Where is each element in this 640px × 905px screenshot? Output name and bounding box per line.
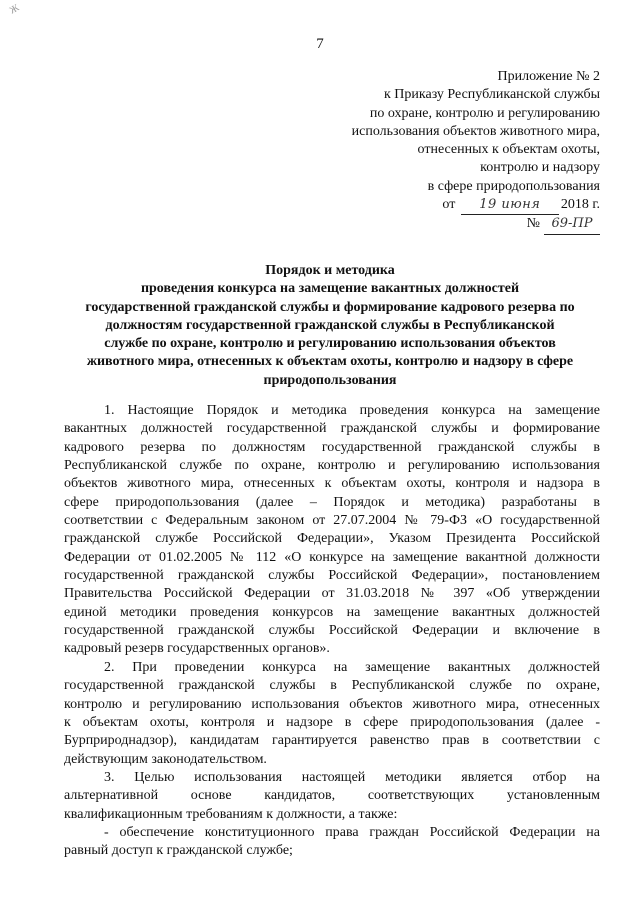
body-line: государственной гражданской службы Российской Федерации и включение в: [64, 623, 600, 639]
order-number-line: [300, 215, 600, 234]
body-line: 1. Настоящие Порядок и методика проведения конкурса на замещение: [104, 403, 600, 418]
date-prefix: от: [442, 197, 456, 213]
order-date-line: [300, 196, 600, 215]
body-line: 3. Целью использования настоящей методики является отбор на: [104, 769, 600, 785]
title-line: государственной гражданской службы и формирование кадрового резерва по: [85, 299, 575, 315]
body-line: государственной гражданской службы Российской Федерации», постановлением: [64, 568, 600, 584]
document-title: [60, 262, 600, 390]
scan-corner-mark: Ж: [7, 2, 22, 17]
body-line: - обеспечение конституционного права граждан Российской Федерации на: [104, 824, 600, 840]
body-line: кадровый резерв государственных органов».: [64, 641, 330, 657]
body-line: квалификационным требованиям к должности, а также:: [64, 806, 398, 822]
body-line: Республиканской службе по охране, контролю и регулированию использования: [64, 458, 600, 474]
body-line: кадрового резерва по должностям государственной гражданской службы в: [64, 439, 600, 455]
body-line: к объектам охоты, контроля и надзоре в сфере природопользования (далее -: [64, 714, 600, 730]
paragraph-2: [64, 659, 600, 769]
title-line: должностям государственной гражданской службы в Республиканской: [105, 317, 555, 333]
body-line: действующим законодательством.: [64, 751, 267, 767]
title-line: проведения конкурса на замещение вакантных должностей: [140, 281, 520, 297]
body-line: единой методики проведения конкурсов на замещение вакантных должностей: [64, 604, 600, 620]
body-line: Бурприроднадзор), кандидатам гарантируется равенство прав в соответствии с: [64, 733, 600, 749]
body-line: 2. При проведении конкурса на замещение вакантных должностей: [104, 659, 600, 675]
paragraph-1: [64, 402, 600, 659]
body-line: контролю и регулированию использования объектов животного мира, отнесенных: [64, 696, 600, 712]
appendix-line: использования объектов животного мира,: [351, 123, 600, 139]
title-line: животного мира, отнесенных к объектам охоты, контролю и надзору в сфере: [86, 354, 574, 370]
appendix-line: отнесенных к объектам охоты,: [417, 142, 600, 158]
paragraph-4: [64, 824, 600, 861]
appendix-line: контролю и надзору: [480, 160, 600, 176]
body-line: сфере природопользования (далее – Порядок и методика) разработаны в: [64, 494, 600, 510]
appendix-line: в сфере природопользования: [427, 178, 600, 194]
appendix-line: к Приказу Республиканской службы: [383, 87, 600, 103]
handwritten-order-number: 69-ПР: [544, 215, 600, 234]
date-year: 2018 г.: [560, 197, 600, 213]
paragraph-3: [64, 769, 600, 824]
title-line: природопользования: [263, 372, 397, 388]
body-line: объектов животного мира, отнесенных к объектам охоты, контроля и надзора в: [64, 476, 600, 492]
body-line: государственной гражданской службы в Республиканской службе по охране,: [64, 678, 600, 694]
body-line: соответствии с Федеральным законом от 27.07.2004 № 79-ФЗ «О государственной: [64, 513, 600, 529]
body-line: альтернативной основе кандидатов, соответствующих установленным: [64, 788, 600, 804]
body-line: вакантных должностей государственной гражданской службы и формирование: [64, 421, 600, 437]
title-line: Порядок и методика: [265, 263, 395, 278]
page-number: 7: [316, 36, 324, 52]
body-line: Федерации от 01.02.2005 № 112 «О конкурсе на замещение вакантной должности: [64, 549, 600, 565]
handwritten-date: 19 июня: [461, 196, 559, 215]
body-line: равный доступ к гражданской службе;: [64, 843, 293, 859]
body-line: Правительства Российской Федерации от 31.03.2018 № 397 «Об утверждении: [64, 586, 600, 602]
appendix-header: [300, 68, 600, 235]
number-prefix: №: [526, 216, 540, 232]
document-body: [64, 402, 600, 861]
appendix-line: Приложение № 2: [497, 69, 600, 84]
appendix-line: по охране, контролю и регулированию: [369, 105, 600, 121]
title-line: службе по охране, контролю и регулированию использования объектов: [104, 336, 556, 352]
body-line: гражданской службе Российской Федерации», Указом Президента Российской: [64, 531, 600, 547]
